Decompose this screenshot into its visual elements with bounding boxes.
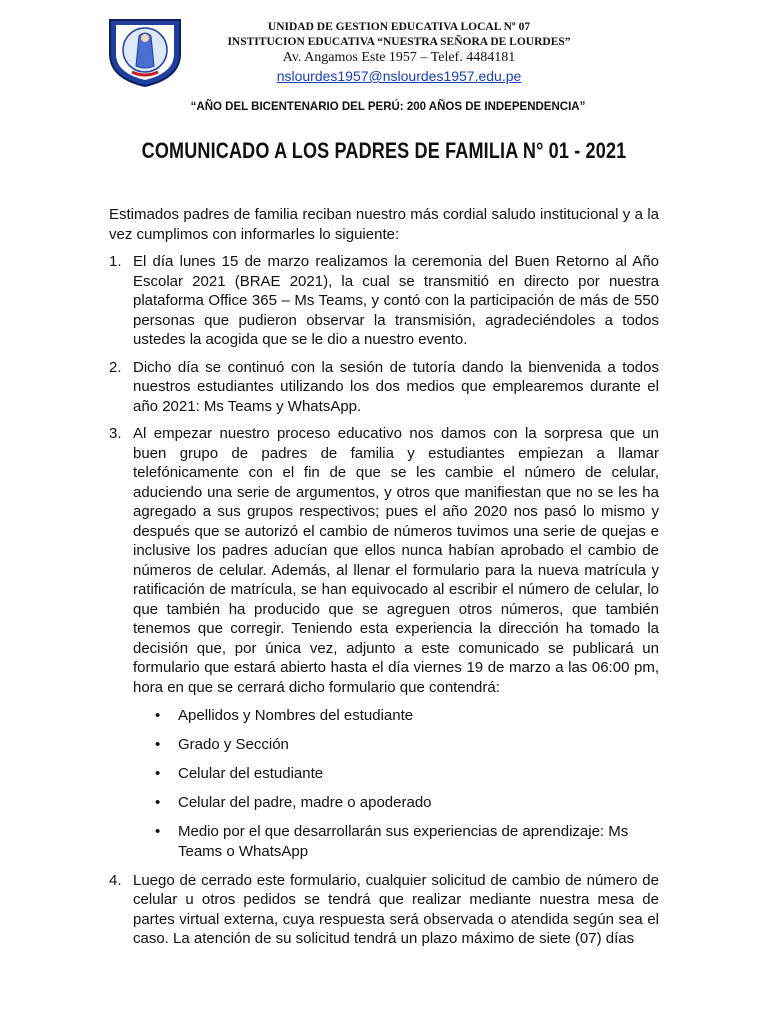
bullet-icon: • xyxy=(155,823,161,840)
header-email xyxy=(0,68,768,84)
document-body xyxy=(109,205,659,957)
list-item: • Medio por el que desarrollarán sus experiencias de aprendizaje: Ms Teams o WhatsApp xyxy=(155,823,629,860)
numbered-item-4 xyxy=(109,871,659,949)
header-line-address: Av. Angamos Este 1957 – Telef. 4484181 xyxy=(282,50,516,65)
header-line-ugel: UNIDAD DE GESTION EDUCATIVA LOCAL Nº 07 xyxy=(267,21,531,33)
form-fields-list xyxy=(133,706,659,861)
numbered-item-1 xyxy=(109,252,659,350)
numbered-item-2 xyxy=(109,358,659,417)
list-item: • Grado y Sección xyxy=(155,736,289,753)
item-text: El día lunes 15 de marzo realizamos la ceremonia del Buen Retorno al Año Escolar 2021 (BRAE 2021), la cual se transmitió en directo por nuestra plataforma Office 365 – Ms Teams, y contó con la participación de más de 550 personas que pudieron observar la transmisión, agradeciéndoles a todos ustedes la acogida que se le dio a nuestro evento. xyxy=(133,253,659,348)
numbered-item-3 xyxy=(109,424,659,861)
list-item: • Celular del padre, madre o apoderado xyxy=(155,794,432,811)
bullet-icon: • xyxy=(155,707,161,724)
document-title: COMUNICADO A LOS PADRES DE FAMILIA N° 01 - 2021 xyxy=(141,138,627,163)
item-text: Dicho día se continuó con la sesión de tutoría dando la bienvenida a todos nuestros estudiantes utilizando los dos medios que emplearemos durante el año 2021: Ms Teams y WhatsApp. xyxy=(133,358,659,415)
email-link[interactable]: nslourdes1957@nslourdes1957.edu.pe xyxy=(276,68,522,84)
bullet-icon: • xyxy=(155,736,161,753)
bullet-icon: • xyxy=(155,794,161,811)
header-line-institution: INSTITUCION EDUCATIVA “NUESTRA SEÑORA DE LOURDES” xyxy=(227,36,571,48)
bullet-icon: • xyxy=(155,765,161,782)
list-item: • Celular del estudiante xyxy=(155,765,324,782)
item-number: 1. xyxy=(109,253,122,270)
item-text: Al empezar nuestro proceso educativo nos damos con la sorpresa que un buen grupo de padres de familia y estudiantes empiezan a llamar telefónicamente con el fin de que se les cambie el número de celular, aduciendo una serie de argumentos, y otros que manifiestan que no se les ha agregado a sus grupos respectivos; pues el año 2020 nos pasó lo mismo y después que se autorizó el cambio de números tuvimos una serie de quejas e inclusive los padres aducían que ellos nunca habían aprobado el cambio de números de celular. Además, al llenar el formulario para la nueva matrícula y ratificación de matrícula, se han equivocado al escribir el número de celular, lo que también ha producido que se agreguen otros números, que también tenemos que corregir. Teniendo esta experiencia la dirección ha tomado la decisión que, por única vez, adjunto a este comunicado se publicará un formulario que estará abierto hasta el día viernes 19 de marzo a las 06:00 pm, hora en que se cerrará dicho formulario que contendrá: xyxy=(133,425,659,696)
item-number: 4. xyxy=(109,871,122,889)
item-number: 2. xyxy=(109,358,122,376)
item-text: Luego de cerrado este formulario, cualquier solicitud de cambio de número de celular u otros pedidos se tendrá que realizar mediante nuestra mesa de partes virtual externa, cuya respuesta será observada o atendida según sea el caso. La atención de su solicitud tendrá un plazo máximo de siete (07) días xyxy=(133,871,659,947)
list-item: • Apellidos y Nombres del estudiante xyxy=(155,707,414,724)
year-motto: “AÑO DEL BICENTENARIO DEL PERÚ: 200 AÑOS DE INDEPENDENCIA” xyxy=(190,101,586,113)
item-number: 3. xyxy=(109,425,122,442)
intro-paragraph: Estimados padres de familia reciban nuestro más cordial saludo institucional y a la vez cumplimos con informarles lo siguiente: xyxy=(109,206,659,243)
